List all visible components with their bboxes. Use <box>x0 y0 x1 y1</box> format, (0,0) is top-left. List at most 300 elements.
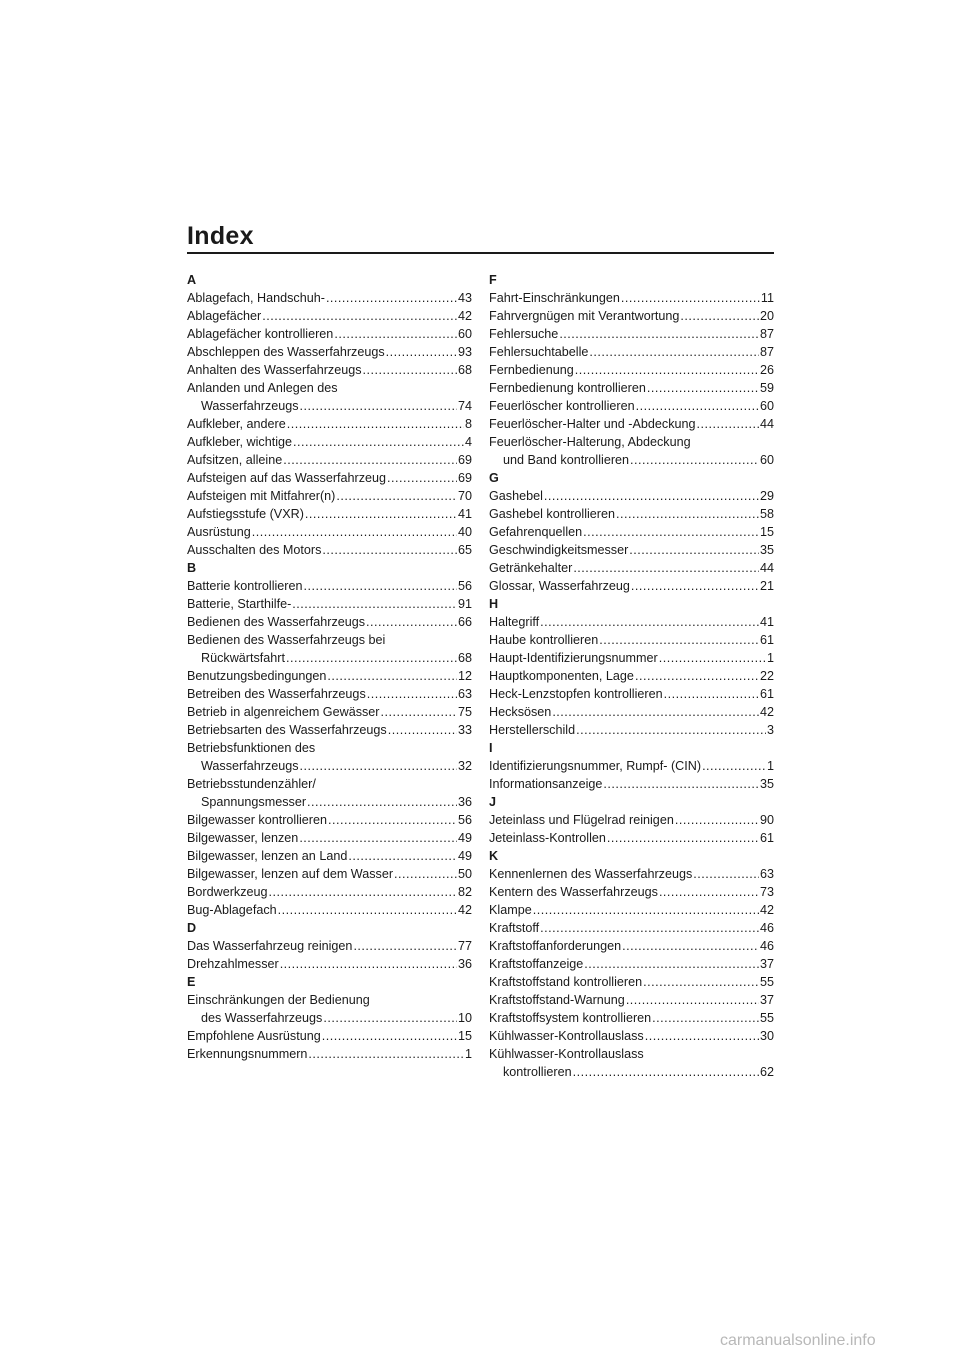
dot-leader <box>573 1063 759 1081</box>
section-letter: B <box>187 561 197 575</box>
page-number: 74 <box>457 399 472 413</box>
dot-leader <box>286 649 457 667</box>
entry-term: Kentern des Wasserfahrzeugs <box>489 885 658 899</box>
entry-term: Fahrvergnügen mit Verantwortung <box>489 309 680 323</box>
index-entry <box>489 991 774 1009</box>
index-entry <box>187 505 472 523</box>
dot-leader <box>659 649 766 667</box>
index-entry <box>489 577 774 595</box>
page-number: 40 <box>457 525 472 539</box>
entry-term: Ausrüstung <box>187 525 251 539</box>
page-title: Index <box>187 222 254 250</box>
entry-term: Kraftstoffstand kontrollieren <box>489 975 643 989</box>
index-entry <box>489 649 774 667</box>
page-number: 60 <box>759 399 774 413</box>
dot-leader <box>630 451 759 469</box>
dot-leader <box>573 559 759 577</box>
page-number: 20 <box>759 309 774 323</box>
page-number: 82 <box>457 885 472 899</box>
index-entry <box>489 721 774 739</box>
entry-term: Haupt-Identifizierungsnummer <box>489 651 658 665</box>
section-letter: A <box>187 273 197 287</box>
entry-term: Erkennungsnummern <box>187 1047 308 1061</box>
dot-leader <box>621 289 760 307</box>
dot-leader <box>299 829 457 847</box>
entry-term: Feuerlöscher kontrollieren <box>489 399 635 413</box>
index-entry <box>187 667 472 685</box>
section-letter: F <box>489 273 497 287</box>
page-number: 30 <box>759 1029 774 1043</box>
dot-leader <box>559 325 759 343</box>
dot-leader <box>629 541 759 559</box>
entry-term: Feuerlöscher-Halter und -Abdeckung <box>489 417 696 431</box>
index-entry <box>489 973 774 991</box>
dot-leader <box>293 433 464 451</box>
entry-term: Ablagefach, Handschuh- <box>187 291 325 305</box>
entry-term: Bedienen des Wasserfahrzeugs <box>187 615 366 629</box>
page-number: 42 <box>759 705 774 719</box>
dot-leader <box>367 685 457 703</box>
dot-leader <box>697 415 759 433</box>
dot-leader <box>616 505 759 523</box>
dot-leader <box>334 325 457 343</box>
index-entry <box>489 937 774 955</box>
section-letter: G <box>489 471 499 485</box>
page-number: 55 <box>759 975 774 989</box>
dot-leader <box>540 613 759 631</box>
index-entry <box>187 847 472 865</box>
entry-term: Drehzahlmesser <box>187 957 279 971</box>
page-number: 33 <box>457 723 472 737</box>
dot-leader <box>269 883 457 901</box>
section-letter: K <box>489 849 499 863</box>
index-entry <box>489 757 774 775</box>
index-entry <box>187 415 472 433</box>
entry-term: Betriebsfunktionen des <box>187 741 316 755</box>
dot-leader <box>603 775 759 793</box>
entry-term: Kraftstoffanzeige <box>489 957 584 971</box>
entry-term: Hecksösen <box>489 705 552 719</box>
page-number: 77 <box>457 939 472 953</box>
index-entry <box>489 901 774 919</box>
entry-term: Aufsteigen mit Mitfahrer(n) <box>187 489 336 503</box>
dot-leader <box>353 937 457 955</box>
dot-leader <box>626 991 759 1009</box>
entry-term: Geschwindigkeitsmesser <box>489 543 629 557</box>
index-entry <box>489 883 774 901</box>
entry-term: Ablagefächer kontrollieren <box>187 327 334 341</box>
dot-leader <box>336 487 457 505</box>
page-number: 90 <box>759 813 774 827</box>
index-entry <box>187 739 472 775</box>
index-entry <box>489 613 774 631</box>
index-entry <box>489 379 774 397</box>
dot-leader <box>328 811 457 829</box>
entry-term: Fehlersuche <box>489 327 559 341</box>
dot-leader <box>645 1027 759 1045</box>
page-number: 1 <box>766 651 774 665</box>
entry-term: Betriebsarten des Wasserfahrzeugs <box>187 723 387 737</box>
dot-leader <box>584 955 759 973</box>
page-number: 56 <box>457 813 472 827</box>
index-entry <box>187 469 472 487</box>
dot-leader <box>280 955 457 973</box>
entry-term-continued: kontrollieren <box>503 1065 572 1079</box>
index-entry <box>187 307 472 325</box>
index-entry <box>489 541 774 559</box>
index-entry <box>489 919 774 937</box>
page-number: 29 <box>759 489 774 503</box>
entry-term: Aufstiegsstufe (VXR) <box>187 507 304 521</box>
dot-leader <box>388 721 457 739</box>
dot-leader <box>387 469 457 487</box>
dot-leader <box>308 1045 464 1063</box>
entry-term: Empfohlene Ausrüstung <box>187 1029 321 1043</box>
entry-term: Fahrt-Einschränkungen <box>489 291 620 305</box>
entry-term: Kraftstoffanforderungen <box>489 939 622 953</box>
page-number: 55 <box>759 1011 774 1025</box>
entry-term: Bilgewasser kontrollieren <box>187 813 327 827</box>
dot-leader <box>327 667 457 685</box>
page-number: 42 <box>457 903 472 917</box>
dot-leader <box>589 343 759 361</box>
page-number: 3 <box>766 723 774 737</box>
dot-leader <box>278 901 457 919</box>
entry-term: Hauptkomponenten, Lage <box>489 669 634 683</box>
entry-continuation <box>187 649 472 667</box>
index-entry <box>489 289 774 307</box>
page-number: 75 <box>457 705 472 719</box>
page-number: 46 <box>759 939 774 953</box>
dot-leader <box>675 811 759 829</box>
page-number: 70 <box>457 489 472 503</box>
entry-term: Aufkleber, andere <box>187 417 286 431</box>
entry-term: Kraftstoffstand-Warnung <box>489 993 625 1007</box>
index-entry <box>187 523 472 541</box>
index-entry <box>489 325 774 343</box>
page-number: 15 <box>759 525 774 539</box>
index-entry <box>187 703 472 721</box>
entry-term: Fehlersuchtabelle <box>489 345 589 359</box>
page-number: 68 <box>457 363 472 377</box>
dot-leader <box>575 361 759 379</box>
dot-leader <box>363 361 457 379</box>
entry-term: Kühlwasser-Kontrollauslass <box>489 1047 644 1061</box>
page-number: 22 <box>759 669 774 683</box>
page-number: 61 <box>759 633 774 647</box>
dot-leader <box>659 883 759 901</box>
entry-term: Bug-Ablagefach <box>187 903 277 917</box>
dot-leader <box>702 757 766 775</box>
index-entry <box>489 505 774 523</box>
page-number: 11 <box>760 291 774 305</box>
entry-term: Bordwerkzeug <box>187 885 268 899</box>
index-entry <box>489 433 774 469</box>
dot-leader <box>652 1009 759 1027</box>
entry-term: Bilgewasser, lenzen auf dem Wasser <box>187 867 394 881</box>
entry-term: Betreiben des Wasserfahrzeugs <box>187 687 366 701</box>
index-entry <box>489 865 774 883</box>
dot-leader <box>366 613 457 631</box>
index-entry <box>187 901 472 919</box>
entry-term-continued: Wasserfahrzeugs <box>201 759 299 773</box>
dot-leader <box>326 289 457 307</box>
entry-term: Batterie kontrollieren <box>187 579 303 593</box>
index-entry <box>489 829 774 847</box>
page-number: 36 <box>457 795 472 809</box>
index-entry <box>489 523 774 541</box>
page-number: 1 <box>766 759 774 773</box>
dot-leader <box>307 793 457 811</box>
index-entry <box>187 289 472 307</box>
entry-term-continued: und Band kontrollieren <box>503 453 630 467</box>
page-number: 41 <box>759 615 774 629</box>
page-number: 59 <box>759 381 774 395</box>
entry-term-continued: des Wasserfahrzeugs <box>201 1011 323 1025</box>
dot-leader <box>283 451 457 469</box>
entry-term: Einschränkungen der Bedienung <box>187 993 370 1007</box>
index-entry <box>187 811 472 829</box>
entry-term-continued: Rückwärtsfahrt <box>201 651 285 665</box>
page-number: 32 <box>457 759 472 773</box>
page-number: 26 <box>759 363 774 377</box>
page-number: 69 <box>457 471 472 485</box>
index-entry <box>187 361 472 379</box>
entry-term: Jeteinlass und Flügelrad reinigen <box>489 813 674 827</box>
entry-term: Betriebsstundenzähler/ <box>187 777 316 791</box>
dot-leader <box>636 397 759 415</box>
entry-term: Betrieb in algenreichem Gewässer <box>187 705 380 719</box>
entry-term: Haltegriff <box>489 615 540 629</box>
dot-leader <box>552 703 759 721</box>
page-number: 63 <box>759 867 774 881</box>
entry-term: Klampe <box>489 903 532 917</box>
page-number: 60 <box>759 453 774 467</box>
entry-term: Kühlwasser-Kontrollauslass <box>489 1029 644 1043</box>
entry-continuation <box>187 1009 472 1027</box>
dot-leader <box>622 937 759 955</box>
entry-term: Abschleppen des Wasserfahrzeugs <box>187 345 385 359</box>
entry-term: Aufkleber, wichtige <box>187 435 293 449</box>
dot-leader <box>607 829 759 847</box>
entry-term: Informationsanzeige <box>489 777 603 791</box>
dot-leader <box>664 685 759 703</box>
index-entry <box>489 685 774 703</box>
entry-term: Fernbedienung kontrollieren <box>489 381 646 395</box>
entry-continuation <box>187 397 472 415</box>
entry-term: Anhalten des Wasserfahrzeugs <box>187 363 362 377</box>
index-entry <box>187 325 472 343</box>
page-number: 37 <box>759 993 774 1007</box>
entry-term: Bedienen des Wasserfahrzeugs bei <box>187 633 386 647</box>
entry-term: Aufsteigen auf das Wasserfahrzeug <box>187 471 387 485</box>
entry-term: Getränkehalter <box>489 561 573 575</box>
index-entry <box>187 829 472 847</box>
index-entry <box>489 415 774 433</box>
dot-leader <box>583 523 759 541</box>
page-number: 44 <box>759 417 774 431</box>
page-number: 87 <box>759 345 774 359</box>
entry-term: Gashebel kontrollieren <box>489 507 616 521</box>
page-number: 1 <box>464 1047 472 1061</box>
page-number: 41 <box>457 507 472 521</box>
entry-term: Fernbedienung <box>489 363 574 377</box>
section-letter: H <box>489 597 499 611</box>
index-entry <box>489 1027 774 1045</box>
entry-term: Heck-Lenzstopfen kontrollieren <box>489 687 663 701</box>
index-entry <box>489 1045 774 1081</box>
index-entry <box>187 343 472 361</box>
dot-leader <box>680 307 759 325</box>
page-number: 61 <box>759 831 774 845</box>
dot-leader <box>300 397 457 415</box>
title-rule <box>187 252 774 254</box>
entry-term: Jeteinlass-Kontrollen <box>489 831 606 845</box>
entry-term: Kraftstoff <box>489 921 540 935</box>
page-number: 15 <box>457 1029 472 1043</box>
index-entry <box>187 613 472 631</box>
index-entry <box>489 667 774 685</box>
dot-leader <box>635 667 759 685</box>
entry-term: Identifizierungsnummer, Rumpf- (CIN) <box>489 759 702 773</box>
dot-leader <box>381 703 457 721</box>
index-entry <box>187 631 472 667</box>
index-entry <box>187 1045 472 1063</box>
dot-leader <box>292 595 457 613</box>
index-entry <box>489 397 774 415</box>
page-number: 21 <box>759 579 774 593</box>
index-entry <box>187 541 472 559</box>
page-number: 4 <box>464 435 472 449</box>
dot-leader <box>394 865 457 883</box>
page-number: 49 <box>457 849 472 863</box>
dot-leader <box>386 343 457 361</box>
page-number: 93 <box>457 345 472 359</box>
dot-leader <box>599 631 759 649</box>
page-number: 37 <box>759 957 774 971</box>
section-letter: I <box>489 741 493 755</box>
index-entry <box>187 865 472 883</box>
entry-term: Benutzungsbedingungen <box>187 669 327 683</box>
index-entry <box>187 937 472 955</box>
index-entry <box>489 559 774 577</box>
index-entry <box>489 487 774 505</box>
entry-term: Haube kontrollieren <box>489 633 599 647</box>
index-entry <box>489 307 774 325</box>
index-entry <box>187 955 472 973</box>
page-number: 68 <box>457 651 472 665</box>
index-entry <box>187 991 472 1027</box>
index-column-left <box>187 271 472 1063</box>
dot-leader <box>643 973 759 991</box>
page-number: 35 <box>759 777 774 791</box>
dot-leader <box>300 757 457 775</box>
dot-leader <box>252 523 457 541</box>
entry-term: Ablagefächer <box>187 309 262 323</box>
index-entry <box>489 955 774 973</box>
entry-term: Herstellerschild <box>489 723 576 737</box>
dot-leader <box>631 577 759 595</box>
page-number: 12 <box>457 669 472 683</box>
section-letter: E <box>187 975 196 989</box>
dot-leader <box>693 865 759 883</box>
page-number: 49 <box>457 831 472 845</box>
page-number: 56 <box>457 579 472 593</box>
index-entry <box>187 379 472 415</box>
index-entry <box>187 595 472 613</box>
page-number: 61 <box>759 687 774 701</box>
page-number: 60 <box>457 327 472 341</box>
index-entry <box>187 1027 472 1045</box>
page-number: 35 <box>759 543 774 557</box>
dot-leader <box>647 379 759 397</box>
index-entry <box>187 577 472 595</box>
entry-term: Anlanden und Anlegen des <box>187 381 338 395</box>
page-number: 58 <box>759 507 774 521</box>
entry-term: Kennenlernen des Wasserfahrzeugs <box>489 867 693 881</box>
dot-leader <box>262 307 457 325</box>
dot-leader <box>544 487 759 505</box>
entry-continuation <box>489 1063 774 1081</box>
page-number: 73 <box>759 885 774 899</box>
watermark: carmanualsonline.info <box>720 1332 876 1349</box>
dot-leader <box>576 721 766 739</box>
entry-term: Das Wasserfahrzeug reinigen <box>187 939 353 953</box>
section-letter: D <box>187 921 197 935</box>
page-number: 62 <box>759 1065 774 1079</box>
dot-leader <box>305 505 457 523</box>
index-entry <box>187 721 472 739</box>
dot-leader <box>304 577 457 595</box>
entry-term: Bilgewasser, lenzen an Land <box>187 849 348 863</box>
page-number: 8 <box>464 417 472 431</box>
dot-leader <box>322 1027 457 1045</box>
index-entry <box>187 487 472 505</box>
index-entry <box>489 703 774 721</box>
entry-term: Ausschalten des Motors <box>187 543 322 557</box>
page-number: 43 <box>457 291 472 305</box>
index-entry <box>489 361 774 379</box>
page-number: 36 <box>457 957 472 971</box>
entry-term: Kraftstoffsystem kontrollieren <box>489 1011 652 1025</box>
entry-term-continued: Spannungsmesser <box>201 795 307 809</box>
page-number: 46 <box>759 921 774 935</box>
section-letter: J <box>489 795 497 809</box>
index-entry <box>489 775 774 793</box>
index-entry <box>187 451 472 469</box>
dot-leader <box>533 901 759 919</box>
page-number: 50 <box>457 867 472 881</box>
dot-leader <box>322 541 457 559</box>
entry-continuation <box>187 757 472 775</box>
page-number: 63 <box>457 687 472 701</box>
entry-term: Glossar, Wasserfahrzeug <box>489 579 630 593</box>
index-entry <box>489 343 774 361</box>
page-number: 66 <box>457 615 472 629</box>
dot-leader <box>287 415 464 433</box>
dot-leader <box>540 919 759 937</box>
entry-term-continued: Wasserfahrzeugs <box>201 399 299 413</box>
dot-leader <box>348 847 457 865</box>
index-entry <box>489 631 774 649</box>
index-entry <box>187 883 472 901</box>
index-entry <box>187 433 472 451</box>
entry-term: Bilgewasser, lenzen <box>187 831 299 845</box>
index-entry <box>489 1009 774 1027</box>
page-number: 42 <box>457 309 472 323</box>
entry-term: Gefahrenquellen <box>489 525 583 539</box>
page-number: 65 <box>457 543 472 557</box>
